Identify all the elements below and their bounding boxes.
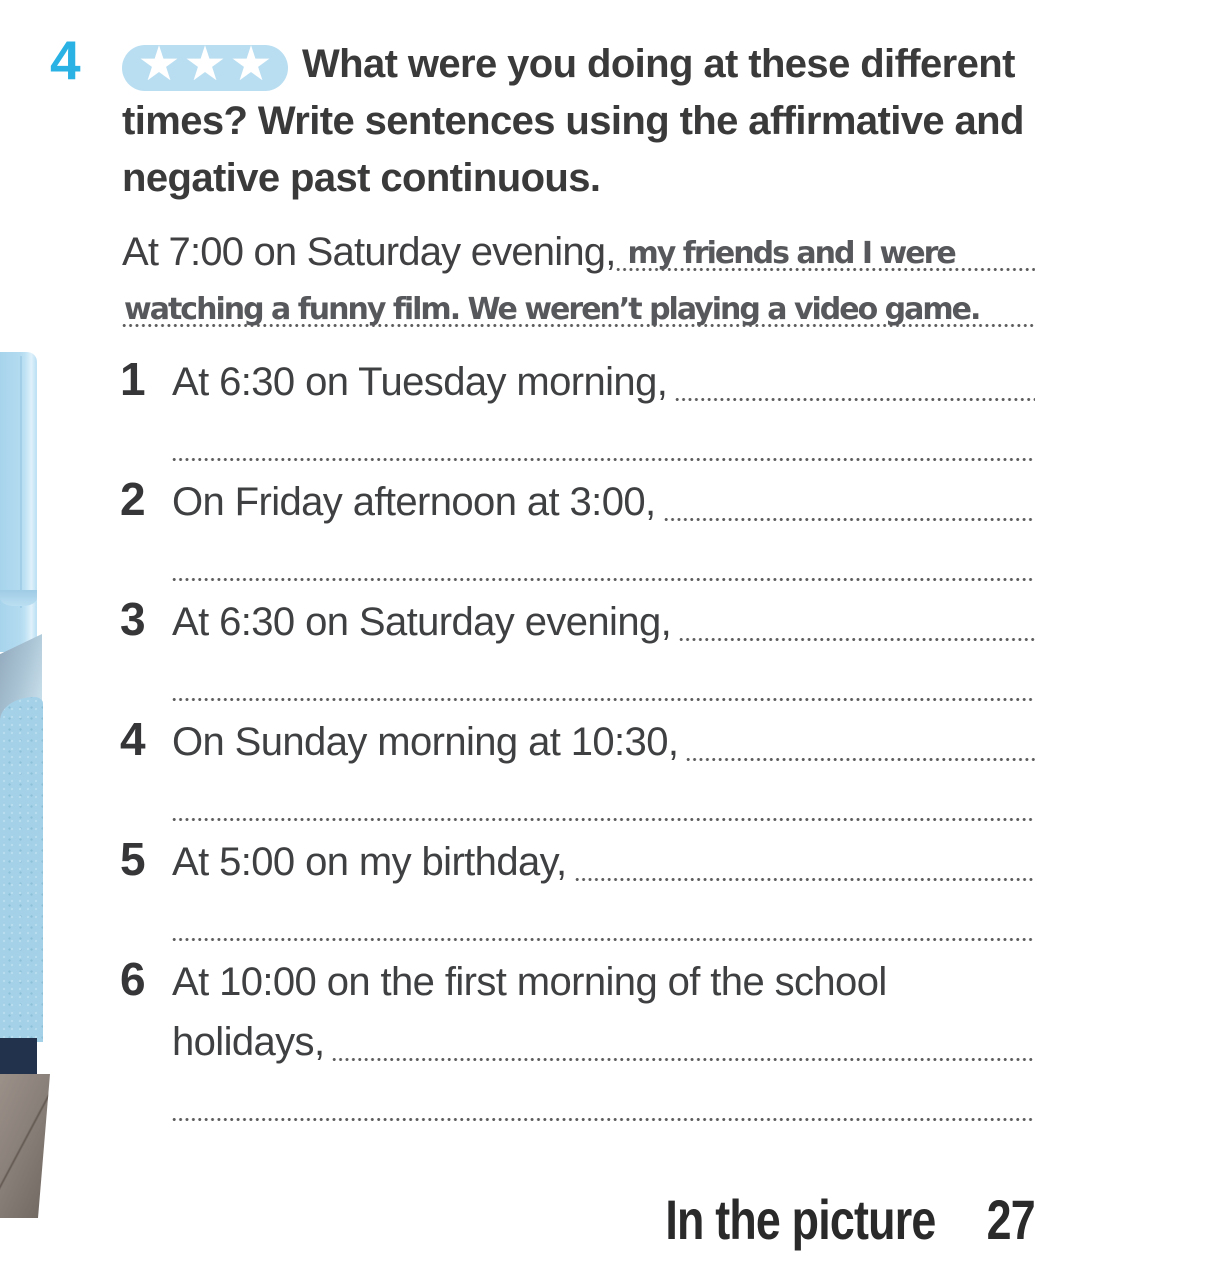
exercise-item bbox=[120, 462, 1035, 525]
item-number: 4 bbox=[120, 713, 145, 765]
answer-row bbox=[120, 762, 1035, 822]
item-number: 3 bbox=[120, 593, 145, 645]
exercise-item bbox=[120, 582, 1035, 645]
footer-section-title: In the picture bbox=[665, 1188, 936, 1251]
item-prompt: At 6:30 on Saturday evening, bbox=[172, 600, 672, 644]
item-prompt: holidays, bbox=[172, 1020, 325, 1064]
item-prompt: At 10:00 on the first morning of the school bbox=[172, 960, 887, 1004]
exercise-item bbox=[120, 342, 1035, 405]
answer-line[interactable] bbox=[172, 1117, 1035, 1122]
item-prompt: On Sunday morning at 10:30, bbox=[172, 720, 679, 764]
example-line bbox=[122, 216, 1035, 272]
exercise-instructions bbox=[122, 36, 1034, 207]
wardrobe-door bbox=[0, 352, 37, 652]
instructions-line: times? Write sentences using the affirmative and bbox=[122, 99, 1024, 143]
door-molding bbox=[0, 590, 37, 606]
handwritten-answer: my friends and I were bbox=[627, 236, 955, 271]
instructions-line: What were you doing at these different bbox=[302, 42, 1015, 86]
item-number: 2 bbox=[120, 473, 145, 525]
answer-line[interactable] bbox=[172, 577, 1035, 582]
page-photo-strip bbox=[0, 352, 52, 1218]
exercise-items bbox=[120, 342, 1035, 1122]
answer-line[interactable] bbox=[575, 877, 1035, 882]
answer-line[interactable] bbox=[332, 1057, 1035, 1062]
instructions-line: negative past continuous. bbox=[122, 156, 601, 200]
example-line bbox=[122, 272, 1035, 328]
answer-line[interactable] bbox=[664, 517, 1036, 522]
answer-row bbox=[120, 402, 1035, 462]
star-icon: ★ bbox=[229, 37, 273, 91]
answer-line[interactable] bbox=[172, 697, 1035, 702]
door-panel-line bbox=[20, 356, 22, 608]
star-icon: ★ bbox=[183, 37, 227, 91]
answer-line bbox=[122, 292, 1035, 328]
exercise-item-continuation bbox=[120, 1002, 1035, 1062]
exercise-number: 4 bbox=[50, 29, 81, 91]
example-answer bbox=[122, 216, 1035, 328]
example-prompt: At 7:00 on Saturday evening, bbox=[122, 230, 616, 274]
ottoman bbox=[0, 697, 43, 1042]
answer-line[interactable] bbox=[172, 457, 1035, 462]
answer-row bbox=[120, 522, 1035, 582]
item-prompt: At 5:00 on my birthday, bbox=[172, 840, 567, 884]
item-prompt: At 6:30 on Tuesday morning, bbox=[172, 360, 668, 404]
page-number: 27 bbox=[986, 1188, 1035, 1251]
exercise-item bbox=[120, 822, 1035, 885]
answer-row bbox=[120, 642, 1035, 702]
page-footer bbox=[665, 1188, 1035, 1251]
answer-line[interactable] bbox=[675, 397, 1035, 402]
star-icon: ★ bbox=[137, 37, 181, 91]
handwritten-answer: watching a funny film. We weren’t playing a video game. bbox=[124, 292, 980, 327]
exercise-item bbox=[120, 702, 1035, 765]
wood-floor bbox=[0, 1074, 50, 1218]
answer-row bbox=[120, 882, 1035, 942]
answer-line[interactable] bbox=[172, 817, 1035, 822]
item-number: 6 bbox=[120, 953, 145, 1005]
item-number: 1 bbox=[120, 353, 145, 405]
answer-line[interactable] bbox=[679, 637, 1035, 642]
answer-line[interactable] bbox=[172, 937, 1035, 942]
item-number: 5 bbox=[120, 833, 145, 885]
answer-row bbox=[120, 1062, 1035, 1122]
answer-line bbox=[616, 236, 1035, 272]
exercise-item bbox=[120, 942, 1035, 1005]
item-prompt: On Friday afternoon at 3:00, bbox=[172, 480, 656, 524]
answer-line[interactable] bbox=[686, 757, 1035, 762]
